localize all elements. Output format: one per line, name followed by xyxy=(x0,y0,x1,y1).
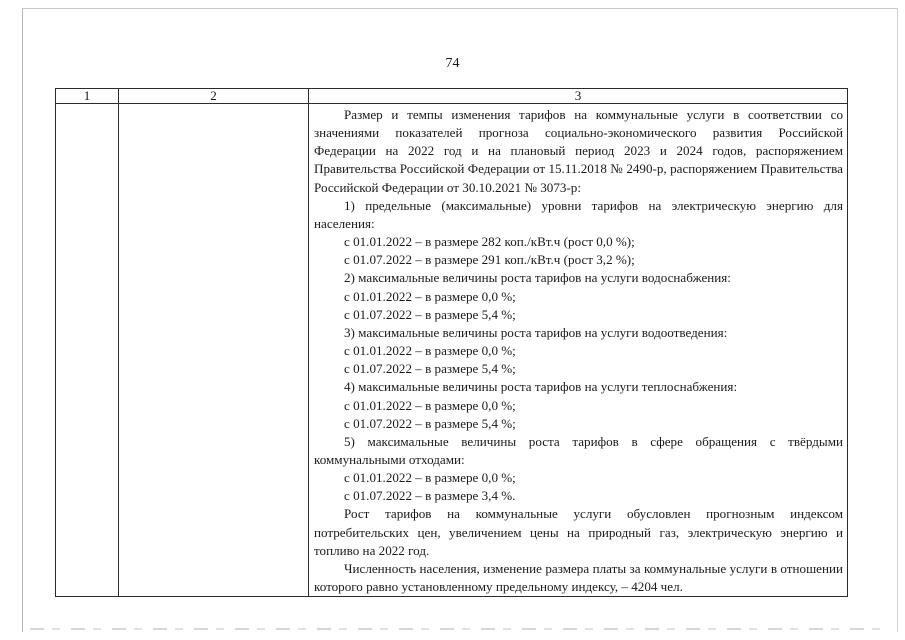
paragraph-item-4: 4) максимальные величины роста тарифов на услуги теплоснабжения: xyxy=(344,379,738,395)
paragraph-tariff-growth: Рост тарифов на коммунальные услуги обусловлен прогнозным индексом потребительских цен, увеличением цены на природный газ, электрическую энергию и топливо на 2022 год. xyxy=(314,506,843,558)
list-item: с 01.01.2022 – в размере 0,0 %; xyxy=(344,397,516,413)
cell-col-2 xyxy=(119,104,309,597)
cell-content xyxy=(309,104,847,596)
paragraph-population: Численность населения, изменение размера платы за коммунальные услуги в отношении которого равно установленному предельному индексу, – 4204 чел. xyxy=(314,560,843,595)
list-item: с 01.07.2022 – в размере 291 коп./кВт.ч (рост 3,2 %); xyxy=(344,252,635,268)
header-row xyxy=(56,89,848,104)
column-header-1: 1 xyxy=(56,89,119,104)
table-row xyxy=(56,104,848,597)
paragraph-item-2: 2) максимальные величины роста тарифов на услуги водоснабжения: xyxy=(344,270,731,286)
paragraph-item-1: 1) предельные (максимальные) уровни тарифов на электрическую энергию для населения: xyxy=(314,197,843,231)
column-header-2: 2 xyxy=(119,89,309,104)
list-item: с 01.07.2022 – в размере 5,4 %; xyxy=(344,361,516,377)
list-item: с 01.01.2022 – в размере 0,0 %; xyxy=(344,470,516,486)
list-item: с 01.01.2022 – в размере 0,0 %; xyxy=(344,288,516,304)
cell-col-3 xyxy=(309,104,848,597)
cell-col-1 xyxy=(56,104,119,597)
paragraph-intro: Размер и темпы изменения тарифов на коммунальные услуги в соответствии со значениями показателей прогноза социально-экономического развития Российской Федерации на 2022 год и на плановый период 2023 и 2024 годов, распоряжением Правительства Российской Федерации от 15.11.2018 № 2490-р, распоряжением Правительства Российской Федерации от 30.10.2021 № 3073-р: xyxy=(314,107,843,195)
scan-edge-artifact xyxy=(30,628,880,630)
paragraph-item-5: 5) максимальные величины роста тарифов в сфере обращения с твёрдыми коммунальными отходами: xyxy=(314,433,843,467)
list-item: с 01.01.2022 – в размере 0,0 %; xyxy=(344,343,516,359)
list-item: с 01.07.2022 – в размере 3,4 %. xyxy=(344,488,516,504)
column-header-3: 3 xyxy=(309,89,848,104)
page-number: 74 xyxy=(445,56,460,71)
paragraph-item-3: 3) максимальные величины роста тарифов на услуги водоотведения: xyxy=(344,324,728,340)
document-table xyxy=(55,88,848,597)
list-item: с 01.07.2022 – в размере 5,4 %; xyxy=(344,306,516,322)
list-item: с 01.07.2022 – в размере 5,4 %; xyxy=(344,415,516,431)
list-item: с 01.01.2022 – в размере 282 коп./кВт.ч (рост 0,0 %); xyxy=(344,234,635,250)
